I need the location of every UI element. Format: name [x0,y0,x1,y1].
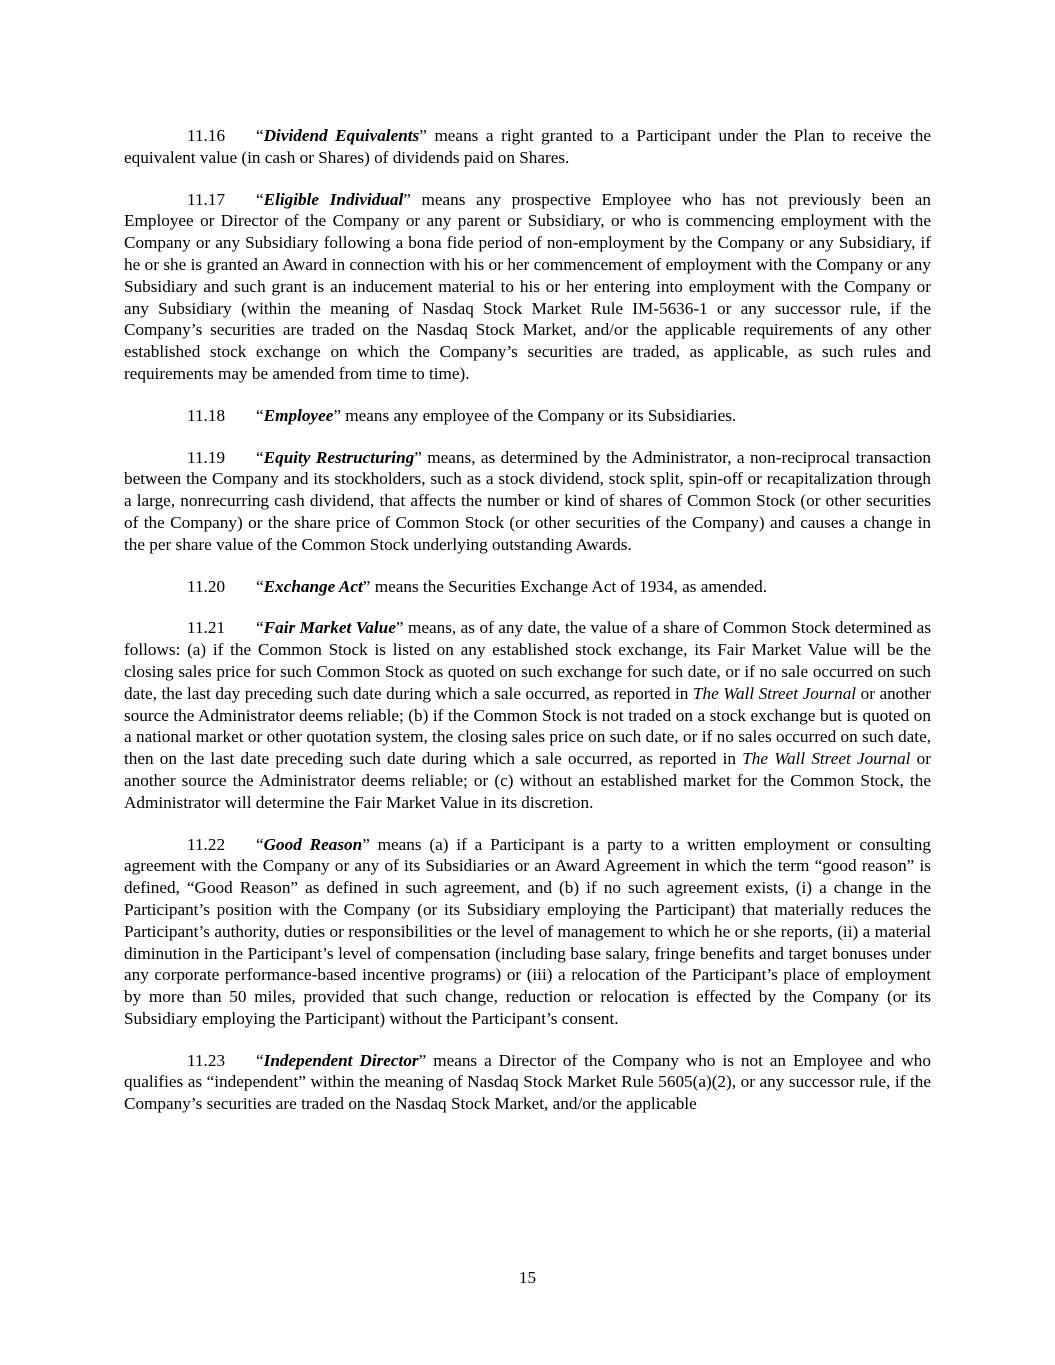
defined-term: Eligible Individual [263,189,404,209]
open-quote: “ [256,447,264,467]
section-number: 11.16 [187,126,226,145]
section-11-16 [124,125,931,169]
open-quote: “ [256,834,264,854]
section-11-19 [124,447,931,556]
definition-text: ” means any prospective Employee who has not previously been an Employee or Director of the Company or any parent or Subsidiary, or who is commencing employment with the Company or any Subsidiary following a bona fide period of non-employment by the Company or any Subsidiary, if he or she is granted an Award in connection with his or her commencement of employment with the Company or any Subsidiary and such grant is an inducement material to his or her entering into employment with the Company or any Subsidiary (within the meaning of Nasdaq Stock Market Rule IM-5636-1 or any successor rule, if the Company’s securities are traded on the Nasdaq Stock Market, and/or the applicable requirements of any other established stock exchange on which the Company’s securities are traded, as applicable, as such rules and requirements may be amended from time to time). [124,189,931,383]
open-quote: “ [256,126,264,145]
definition-text: or another source the Administrator deems reliable; (b) if the Common Stock is not traded on a stock exchange but is quoted on a national market or other quotation system, the closing sales price on such date, or if no sales occurred on such date, then on the last date preceding such date during which a sale occurred, as reported in [124,683,931,769]
section-11-23 [124,1050,931,1115]
defined-term: Good Reason [263,834,363,854]
section-11-22 [124,834,931,1030]
open-quote: “ [256,405,264,425]
section-number: 11.21 [187,618,226,638]
section-number: 11.23 [187,1050,226,1070]
defined-term: Exchange Act [263,576,363,596]
defined-term: Independent Director [263,1050,419,1070]
defined-term: Employee [263,405,334,425]
definition-text: ” means a right granted to a Participant under the Plan to receive the equivalent value (in cash or Shares) of dividends paid on Shares. [124,126,932,167]
section-11-18 [124,405,931,427]
section-11-21 [124,617,931,813]
open-quote: “ [256,1050,264,1070]
section-number: 11.20 [187,576,226,596]
definition-text: ” means the Securities Exchange Act of 1934, as amended. [362,576,768,596]
definition-text: ” means, as determined by the Administrator, a non-reciprocal transaction between the Company and its stockholders, such as a stock dividend, stock split, spin-off or recapitalization through a large, nonrecurring cash dividend, that affects the number or kind of shares of Common Stock (or other securities of the Company) or the share price of Common Stock (or other securities of the Company) and causes a change in the per share value of the Common Stock underlying outstanding Awards. [124,447,931,554]
definition-text: ” means a Director of the Company who is not an Employee and who qualifies as “independent” within the meaning of Nasdaq Stock Market Rule 5605(a)(2), or any successor rule, if the Company’s securities are traded on the Nasdaq Stock Market, and/or the applicable [124,1050,931,1114]
section-11-20 [124,576,931,598]
section-11-17 [124,189,931,385]
section-number: 11.17 [187,189,226,209]
definition-text: or another source the Administrator deems reliable; or (c) without an established market for the Common Stock, the Administrator will determine the Fair Market Value in its discretion. [124,749,931,812]
section-number: 11.18 [187,405,226,425]
open-quote: “ [256,189,264,209]
definition-text: ” means, as of any date, the value of a share of Common Stock determined as follows: (a) if the Common Stock is listed on any established stock exchange, its Fair Market Value will be the closing sales price for such Common Stock as quoted on such exchange for such date, or if no sale occurred on such date, the last day preceding such date during which a sale occurred, as reported in [124,618,932,703]
open-quote: “ [256,618,264,638]
page-number: 15 [518,1268,537,1287]
definition-text: ” means (a) if a Participant is a party to a written employment or consulting agreement with the Company or any of its Subsidiaries or an Award Agreement in which the term “good reason” is defined, “Good Reason” as defined in such agreement, and (b) if no such agreement exists, (i) a change in the Participant’s position with the Company (or its Subsidiary employing the Participant) that materially reduces the Participant’s authority, duties or responsibilities or the level of management to which he or she reports, (ii) a material diminution in the Participant’s level of compensation (including base salary, fringe benefits and target bonuses under any corporate performance-based incentive programs) or (iii) a relocation of the Participant’s place of employment by more than 50 miles, provided that such change, reduction or relocation is effected by the Company (or its Subsidiary employing the Participant) without the Participant’s consent. [124,834,931,1028]
publication-title: The Wall Street Journal [692,683,857,703]
section-number: 11.22 [187,834,226,854]
publication-title: The Wall Street Journal [742,749,911,769]
defined-term: Equity Restructuring [263,447,415,467]
document-body [124,125,931,1135]
defined-term: Dividend Equivalents [263,126,420,145]
open-quote: “ [256,576,264,596]
definition-text: ” means any employee of the Company or its Subsidiaries. [333,405,737,425]
section-number: 11.19 [187,447,226,467]
defined-term: Fair Market Value [263,618,396,638]
